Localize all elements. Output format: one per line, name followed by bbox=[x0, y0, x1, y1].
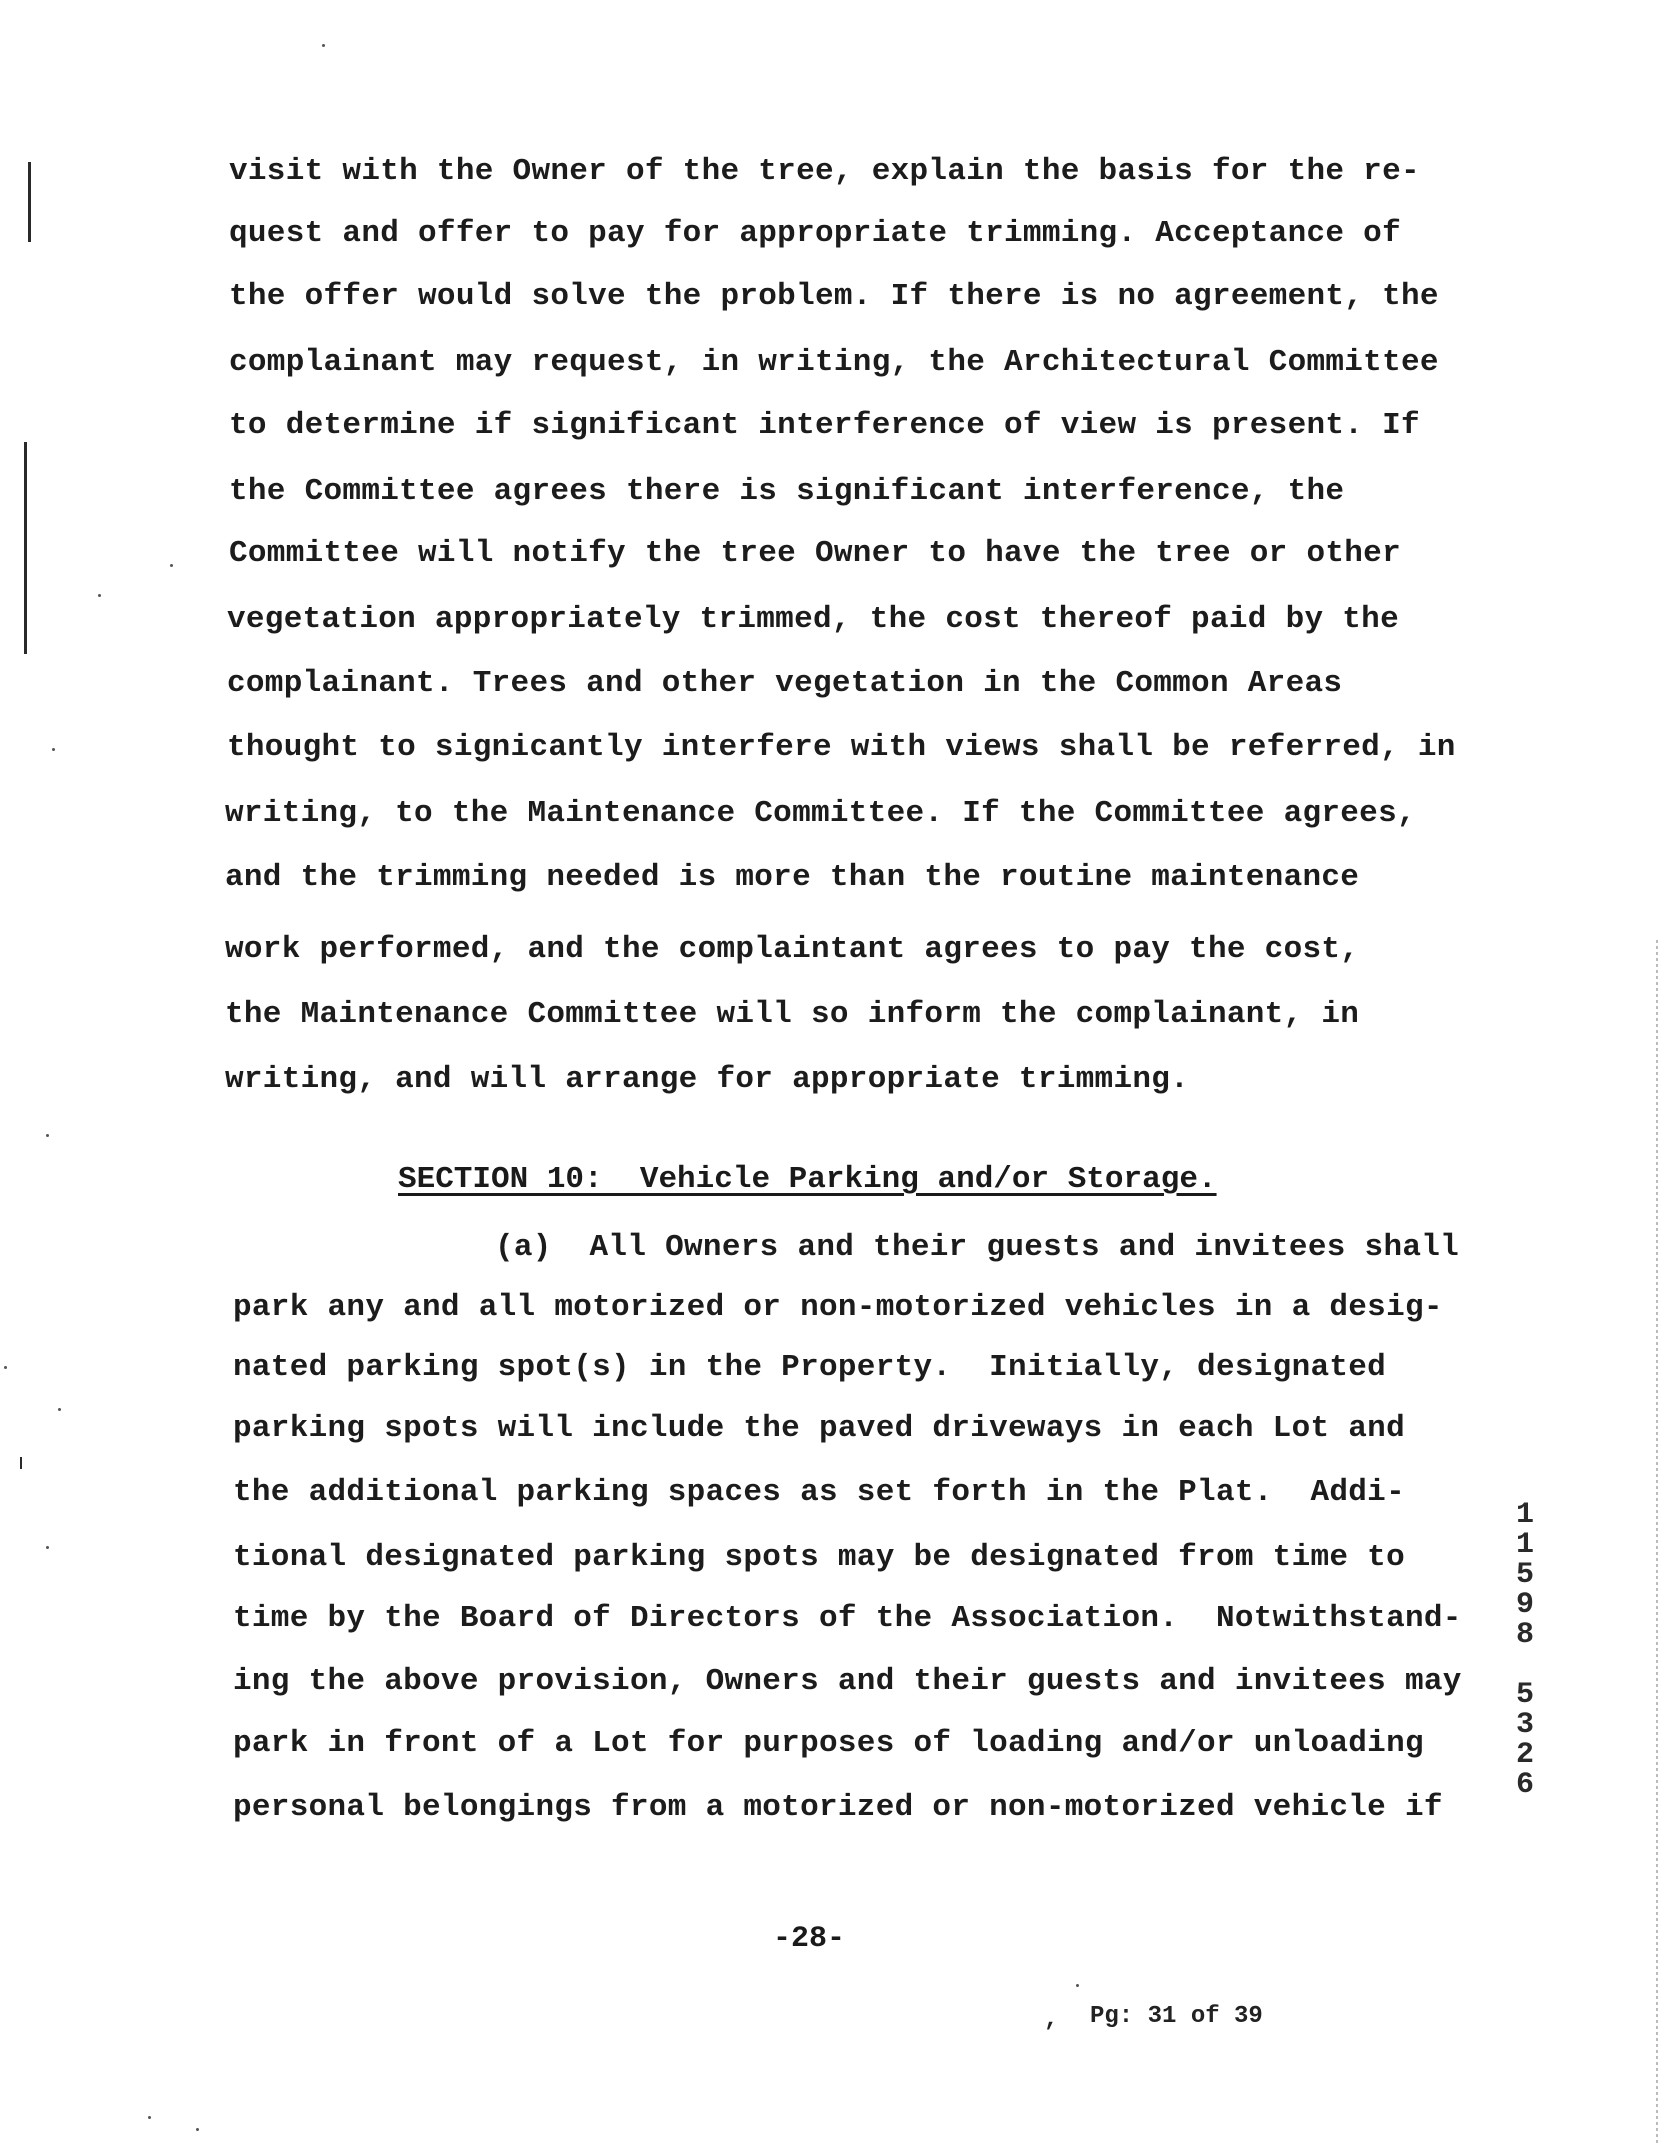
page-number: -28- bbox=[773, 1922, 846, 1956]
section-line: ing the above provision, Owners and their guests and invitees may bbox=[233, 1664, 1462, 1699]
body-line: complainant may request, in writing, the Architectural Committee bbox=[229, 345, 1439, 380]
margin-revision-bar bbox=[28, 162, 31, 242]
page-counter-prefix: , bbox=[1044, 2006, 1059, 2033]
section-heading: SECTION 10: Vehicle Parking and/or Storage. bbox=[398, 1162, 1217, 1197]
page-counter: Pg: 31 of 39 bbox=[1090, 2003, 1263, 2030]
body-line: the offer would solve the problem. If there is no agreement, the bbox=[229, 279, 1439, 314]
scan-speck bbox=[52, 748, 55, 751]
section-line: tional designated parking spots may be designated from time to bbox=[233, 1540, 1405, 1575]
margin-mark bbox=[20, 1457, 22, 1469]
scan-speck bbox=[46, 1134, 49, 1137]
section-line: park any and all motorized or non-motorized vehicles in a desig- bbox=[233, 1290, 1443, 1325]
scan-speck bbox=[4, 1366, 7, 1369]
scan-speck bbox=[98, 594, 101, 597]
scan-speck bbox=[148, 2116, 151, 2119]
body-line: writing, and will arrange for appropriate trimming. bbox=[225, 1062, 1190, 1097]
body-line: quest and offer to pay for appropriate trimming. Acceptance of bbox=[229, 216, 1401, 251]
section-line: parking spots will include the paved driveways in each Lot and bbox=[233, 1411, 1405, 1446]
scan-edge bbox=[1656, 940, 1658, 2144]
body-line: writing, to the Maintenance Committee. If the Committee agrees, bbox=[225, 796, 1416, 831]
body-line: the Committee agrees there is significant interference, the bbox=[229, 474, 1345, 509]
section-line: personal belongings from a motorized or non-motorized vehicle if bbox=[233, 1790, 1443, 1825]
recording-number-stamp: 1 1 5 9 8 5 3 2 6 bbox=[1515, 1498, 1534, 1802]
body-line: and the trimming needed is more than the routine maintenance bbox=[225, 860, 1360, 895]
scan-speck bbox=[1076, 1984, 1079, 1987]
section-line: park in front of a Lot for purposes of loading and/or unloading bbox=[233, 1726, 1424, 1761]
body-line: Committee will notify the tree Owner to have the tree or other bbox=[229, 536, 1401, 571]
section-line: the additional parking spaces as set forth in the Plat. Addi- bbox=[233, 1475, 1405, 1510]
body-line: thought to signicantly interfere with views shall be referred, in bbox=[227, 730, 1456, 765]
body-line: work performed, and the complaintant agrees to pay the cost, bbox=[225, 932, 1360, 967]
scan-speck bbox=[322, 44, 325, 47]
scan-speck bbox=[196, 2128, 199, 2131]
section-line: time by the Board of Directors of the Association. Notwithstand- bbox=[233, 1601, 1462, 1636]
scan-speck bbox=[170, 564, 173, 567]
body-line: the Maintenance Committee will so inform the complainant, in bbox=[225, 997, 1360, 1032]
body-line: vegetation appropriately trimmed, the cost thereof paid by the bbox=[227, 602, 1399, 637]
body-line: complainant. Trees and other vegetation in the Common Areas bbox=[227, 666, 1343, 701]
section-line: nated parking spot(s) in the Property. Initially, designated bbox=[233, 1350, 1387, 1385]
scan-speck bbox=[58, 1408, 61, 1411]
body-line: to determine if significant interference of view is present. If bbox=[229, 408, 1420, 443]
scan-speck bbox=[46, 1546, 49, 1549]
body-line: visit with the Owner of the tree, explain the basis for the re- bbox=[229, 154, 1420, 189]
section-line: (a) All Owners and their guests and invitees shall bbox=[495, 1230, 1460, 1265]
margin-revision-bar bbox=[24, 442, 27, 654]
